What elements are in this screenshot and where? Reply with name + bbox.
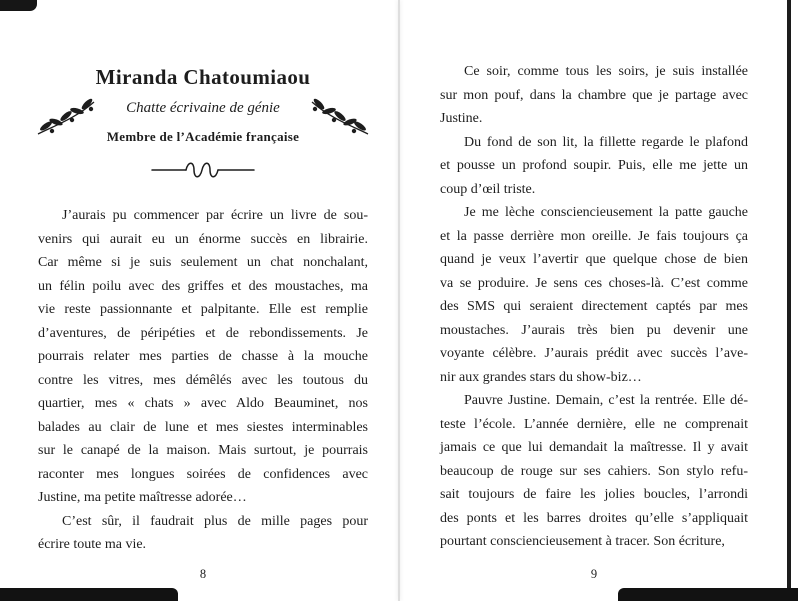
right-page — [440, 60, 748, 554]
page-number-right: 9 — [590, 567, 598, 581]
chapter-affiliation: Membre de l’Académie française — [106, 129, 300, 144]
text-line: et la passe derrière mon oreille. Je fais toujours ça — [440, 228, 748, 244]
text-line: Pauvre Justine. Demain, c’est la rentrée. Elle dé- — [464, 393, 748, 408]
paragraph — [440, 60, 748, 131]
text-line: Du fond de son lit, la fillette regarde le plafond — [464, 134, 748, 150]
text-line: quand je veux l’avertir que quelque chose de bien — [440, 252, 748, 267]
flourish-divider-icon — [38, 162, 368, 178]
text-line: Justine, ma petite maîtresse adorée… — [38, 490, 247, 505]
right-page-body — [440, 60, 748, 554]
text-line: des SMS qui seraient directement captés par mes — [440, 299, 748, 314]
text-line: moustaches. J’aurais très bien pu devenir une — [440, 322, 748, 338]
scan-corner-bottom-right — [618, 588, 798, 601]
paragraph — [38, 510, 368, 557]
text-line: jamais ce que lui demandait la maîtresse. Il y avait — [440, 440, 748, 455]
text-line: des ponts et les barres droites qu’elle s’appliquait — [440, 510, 748, 526]
text-line: Je me lèche consciencieusement la patte gauche — [464, 205, 748, 220]
text-line: balades au clair de lune et mes siestes interminables — [38, 419, 368, 435]
chapter-title: Miranda Chatoumiaou — [95, 65, 311, 89]
text-line: pourtant consciencieusement à tracer. Son écriture, — [440, 534, 725, 549]
chapter-header — [38, 64, 368, 178]
left-page-body — [38, 204, 368, 557]
text-line: contre les vitres, mes démêlés avec les toutous du — [38, 372, 368, 388]
text-line: teste l’école. L’année dernière, elle ne comprenait — [440, 416, 748, 432]
text-line: voyante célèbre. J’aurais prédit avec succès l’ave- — [440, 346, 748, 361]
text-line: J’aurais pu commencer par écrire un livre de sou- — [62, 208, 368, 223]
text-line: écrire toute ma vie. — [38, 537, 147, 552]
scan-edge-right — [787, 0, 791, 601]
text-line: d’aventures, de péripéties et de rebondissements. Je — [38, 325, 368, 341]
text-line: pourrais relater mes parties de chasse à la mouche — [38, 349, 368, 364]
text-line: sait toujours de faire les jolies boucles, l’arrondi — [440, 487, 748, 502]
text-line: va se produire. Je sens ces choses-là. C’est comme — [440, 275, 748, 291]
text-line: raconter mes longues soirées de confidences avec — [38, 466, 368, 482]
scan-corner-bottom-left — [0, 588, 178, 601]
text-line: beaucoup de rouge sur ses cahiers. Son stylo refu- — [440, 463, 748, 479]
text-line: nir aux grandes stars du show-biz… — [440, 369, 642, 385]
text-line: sur mon pouf, dans la chambre que je partage avec — [440, 87, 748, 103]
text-line: un félin poilu avec des griffes et des moustaches, ma — [38, 278, 368, 294]
text-line: venirs qui aurait eu un énorme succès en librairie. — [38, 231, 368, 247]
paragraph — [440, 131, 748, 202]
olive-branch-icon — [36, 92, 98, 138]
page-gutter — [398, 0, 400, 601]
text-line: coup d’œil triste. — [440, 181, 536, 197]
paragraph — [440, 201, 748, 389]
text-line: C’est sûr, il faudrait plus de mille pages pour — [62, 513, 368, 529]
olive-branch-icon — [308, 92, 370, 138]
text-line: et pousse un profond soupir. Puis, elle me jette un — [440, 158, 748, 173]
scan-corner-top-left — [0, 0, 37, 11]
chapter-subtitle: Chatte écrivaine de génie — [126, 100, 280, 116]
text-line: Justine. — [440, 111, 483, 126]
text-line: sur le canapé de la maison. Mais surtout, je pourrais — [38, 443, 368, 458]
page-number-left: 8 — [199, 567, 207, 581]
paragraph — [38, 204, 368, 510]
paragraph — [440, 389, 748, 554]
text-line: Ce soir, comme tous les soirs, je suis installée — [464, 64, 748, 79]
text-line: Car même si je suis seulement un chat nonchalant, — [38, 255, 368, 270]
text-line: vie reste passionnante et palpitante. Elle est remplie — [38, 302, 368, 317]
text-line: quartier, mes « chats » avec Aldo Beauminet, nos — [38, 396, 368, 411]
left-page — [38, 64, 368, 557]
